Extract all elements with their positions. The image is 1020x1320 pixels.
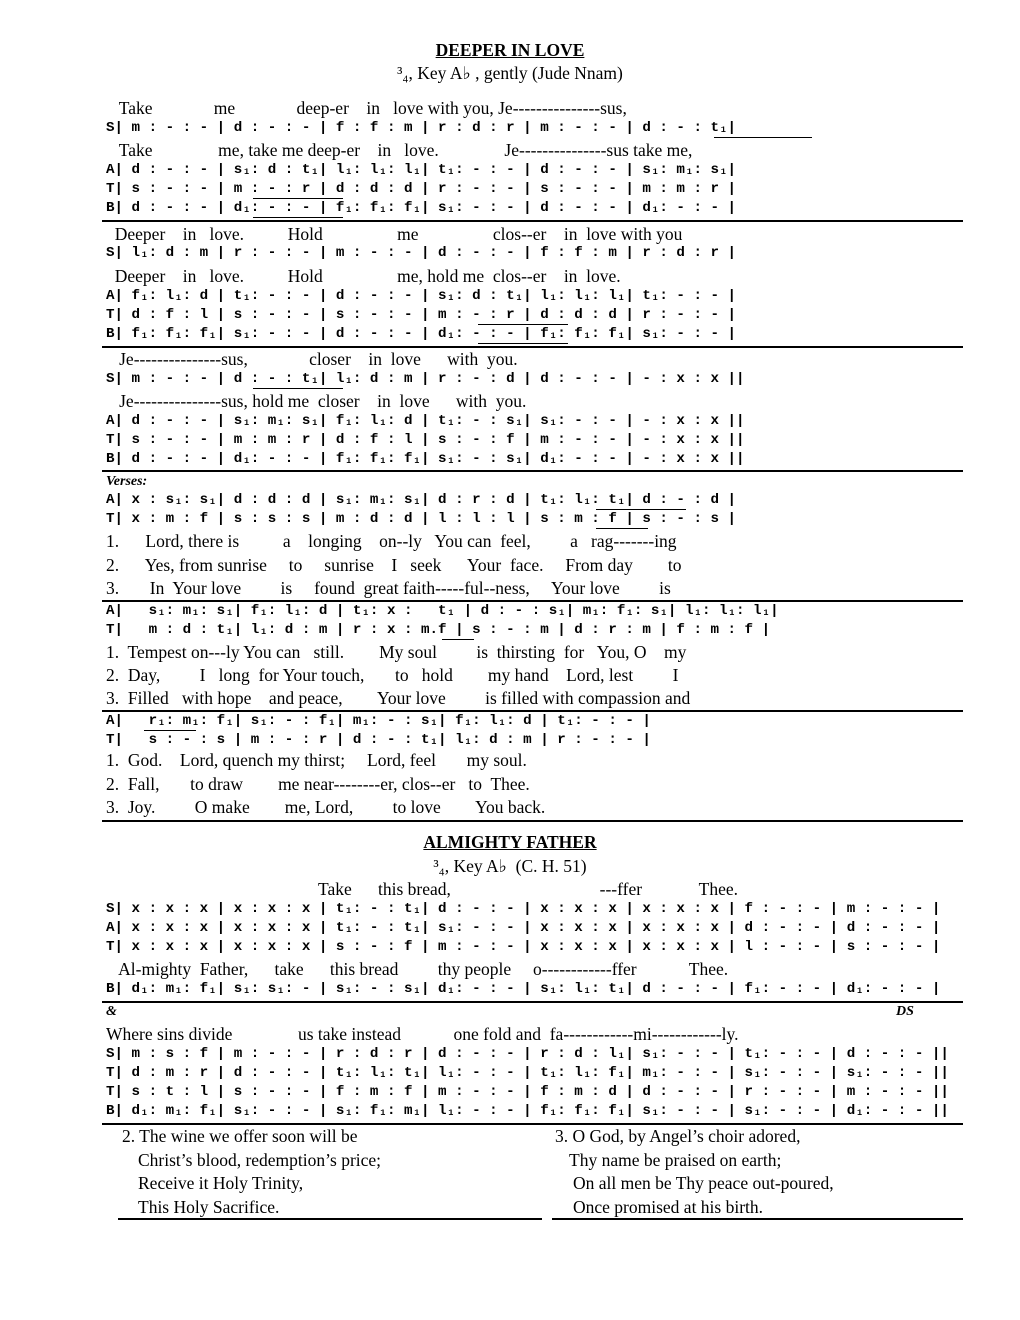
solfa-line-tenor: T| d : m : r | d : - : - | t₁: l₁: t₁| l₁: - : - | t₁: l₁: f₁| m₁: - : - | s₁: - : - | s₁: - : - || — [106, 1065, 949, 1081]
lyric-line: Take me deep-er in love with you, Je---------------sus, — [106, 98, 627, 118]
slur-mark — [714, 137, 812, 138]
song-title: ALMIGHTY FATHER — [423, 832, 597, 852]
verse-line: On all men be Thy peace out-poured, — [573, 1173, 834, 1193]
staff-divider — [102, 220, 963, 222]
solfa-line-soprano: S| m : s : f | m : - : - | r : d : r | d : - : - | r : d : l₁| s₁: - : - | t₁: - : - | d : - : - || — [106, 1046, 949, 1062]
staff-divider — [102, 710, 963, 712]
solfa-line-soprano: S| x : x : x | x : x : x | t₁: - : t₁| d : - : - | x : x : x | x : x : x | f : - : - | m : - : - | — [106, 901, 941, 917]
solfa-line-tenor: T| s : - : - | m : - : r | d : d : d | r : - : - | s : - : - | m : m : r | — [106, 181, 737, 197]
lyric-line: Al-mighty Father, take this bread thy people o------------ffer Thee. — [106, 959, 729, 979]
staff-divider — [102, 1001, 963, 1003]
song-title: DEEPER IN LOVE — [435, 40, 585, 60]
solfa-line-alto: A| d : - : - | s₁: d : t₁| l₁: l₁: l₁| t₁: - : - | d : - : - | s₁: m₁: s₁| — [106, 162, 737, 178]
verse-line: 2. Fall, to draw me near--------er, clos--er to Thee. — [106, 774, 530, 794]
verse-line: Receive it Holy Trinity, — [138, 1173, 304, 1193]
solfa-line-soprano: S| m : - : - | d : - : t₁| l₁: d : m | r : - : d | d : - : - | - : x : x || — [106, 371, 745, 387]
solfa-line-soprano: S| l₁: d : m | r : - : - | m : - : - | d : - : - | f : f : m | r : d : r | — [106, 245, 737, 261]
verse-line: 1. Lord, there is a longing on--ly You can feel, a rag-------ing — [106, 531, 677, 551]
verse-line: 1. Tempest on---ly You can still. My soul is thirsting for You, O my — [106, 642, 687, 662]
slur-mark — [253, 388, 343, 389]
slur-mark — [596, 509, 686, 510]
verse-line: 3. Joy. O make me, Lord, to love You back. — [106, 797, 546, 817]
solfa-line-tenor: T| s : - : s | m : - : r | d : - : t₁| l₁: d : m | r : - : - | — [106, 732, 651, 748]
dal-segno-mark: DS — [896, 1004, 914, 1019]
solfa-line-bass: B| f₁: f₁: f₁| s₁: - : - | d : - : - | d₁: - : - | f₁: f₁: f₁| s₁: - : - | — [106, 326, 737, 342]
slur-mark — [253, 198, 343, 199]
solfa-line-bass: B| d : - : - | d₁: - : - | f₁: f₁: f₁| s₁: - : - | d : - : - | d₁: - : - | — [106, 200, 737, 216]
verse-line: 1. God. Lord, quench my thirst; Lord, feel my soul. — [106, 750, 527, 770]
staff-divider — [102, 470, 963, 472]
staff-divider — [102, 346, 963, 348]
solfa-line-tenor: T| s : - : - | m : m : r | d : f : l | s : - : f | m : - : - | - : x : x || — [106, 432, 745, 448]
lyric-line: Deeper in love. Hold me clos--er in love with you — [106, 224, 683, 244]
solfa-line-tenor: T| x : m : f | s : s : s | m : d : d | l : l : l | s : m : f | s : - : s | — [106, 511, 737, 527]
solfa-line-bass: B| d₁: m₁: f₁| s₁: - : - | s₁: f₁: m₁| l₁: - : - | f₁: f₁: f₁| s₁: - : - | s₁: - : - | d₁: - : - || — [106, 1103, 949, 1119]
solfa-line-tenor: T| m : d : t₁| l₁: d : m | r : x : m.f | s : - : m | d : r : m | f : m : f | — [106, 622, 771, 638]
song-subtitle: ³₄, Key A♭ (C. H. 51) — [433, 856, 587, 876]
solfa-line-alto: A| x : x : x | x : x : x | t₁: - : t₁| s₁: - : - | x : x : x | x : x : x | d : - : - | d : - : - | — [106, 920, 941, 936]
slur-mark — [596, 528, 648, 529]
verse-line: 3. Filled with hope and peace, Your love is filled with compassion and — [106, 688, 691, 708]
solfa-line-alto: A| s₁: m₁: s₁| f₁: l₁: d | t₁: x : t₁ | d : - : s₁| m₁: f₁: s₁| l₁: l₁: l₁| — [106, 603, 779, 619]
verse-underline — [552, 1218, 963, 1220]
solfa-line-tenor: T| d : f : l | s : - : - | s : - : - | m : - : r | d : d : d | r : - : - | — [106, 307, 737, 323]
lyric-line: Je---------------sus, hold me closer in love with you. — [106, 391, 527, 411]
slur-mark — [478, 343, 568, 344]
solfa-line-bass: B| d₁: m₁: f₁| s₁: s₁: - | s₁: - : s₁| d₁: - : - | s₁: l₁: t₁| d : - : - | f₁: - : - | d₁: - : - | — [106, 981, 941, 997]
slur-mark — [442, 639, 474, 640]
slur-mark — [478, 324, 568, 325]
verse-line: 3. In Your love is found great faith-----ful--ness, Your love is — [106, 578, 671, 598]
verse-line: 2. The wine we offer soon will be — [122, 1126, 358, 1146]
song-end-rule — [102, 820, 963, 822]
staff-divider — [102, 1123, 963, 1125]
solfa-line-tenor: T| x : x : x | x : x : x | s : - : f | m : - : - | x : x : x | x : x : x | l : - : - | s : - : - | — [106, 939, 941, 955]
slur-mark — [144, 730, 196, 731]
verse-underline — [118, 1218, 542, 1220]
verse-line: 2. Yes, from sunrise to sunrise I seek Your face. From day to — [106, 555, 682, 575]
solfa-line-alto: A| f₁: l₁: d | t₁: - : - | d : - : - | s₁: d : t₁| l₁: l₁: l₁| t₁: - : - | — [106, 288, 737, 304]
lyric-line: Take this bread, ---ffer Thee. — [318, 879, 738, 899]
lyric-line: Take me, take me deep-er in love. Je---------------sus take me, — [106, 140, 693, 160]
verse-line: This Holy Sacrifice. — [138, 1197, 280, 1217]
solfa-line-bass: B| d : - : - | d₁: - : - | f₁: f₁: f₁| s₁: - : s₁| d₁: - : - | - : x : x || — [106, 451, 745, 467]
solfa-line-alto: A| r₁: m₁: f₁| s₁: - : f₁| m₁: - : s₁| f₁: l₁: d | t₁: - : - | — [106, 713, 651, 729]
lyric-line: Deeper in love. Hold me, hold me clos--er in love. — [106, 266, 621, 286]
verse-line: 3. O God, by Angel’s choir adored, — [555, 1126, 801, 1146]
solfa-line-alto: A| d : - : - | s₁: m₁: s₁| f₁: l₁: d | t₁: - : s₁| s₁: - : - | - : x : x || — [106, 413, 745, 429]
verse-line: Once promised at his birth. — [573, 1197, 764, 1217]
segno-mark: & — [106, 1004, 117, 1019]
solfa-line-alto: A| x : s₁: s₁| d : d : d | s₁: m₁: s₁| d : r : d | t₁: l₁: t₁| d : - : d | — [106, 492, 737, 508]
verse-line: Thy name be praised on earth; — [569, 1150, 782, 1170]
lyric-line: Je---------------sus, closer in love with you. — [106, 349, 518, 369]
verse-line: Christ’s blood, redemption’s price; — [138, 1150, 382, 1170]
staff-divider — [102, 600, 963, 602]
verses-label: Verses: — [106, 474, 148, 489]
solfa-line-tenor: T| s : t : l | s : - : - | f : m : f | m : - : - | f : m : d | d : - : - | r : - : - | m : - : - || — [106, 1084, 949, 1100]
song-subtitle: ³₄, Key A♭ , gently (Jude Nnam) — [397, 63, 623, 83]
verse-line: 2. Day, I long for Your touch, to hold my hand Lord, lest I — [106, 665, 679, 685]
slur-mark — [253, 217, 343, 218]
solfa-line-soprano: S| m : - : - | d : - : - | f : f : m | r : d : r | m : - : - | d : - : t₁| — [106, 120, 737, 136]
lyric-line: Where sins divide us take instead one fold and fa------------mi------------ly. — [106, 1024, 739, 1044]
